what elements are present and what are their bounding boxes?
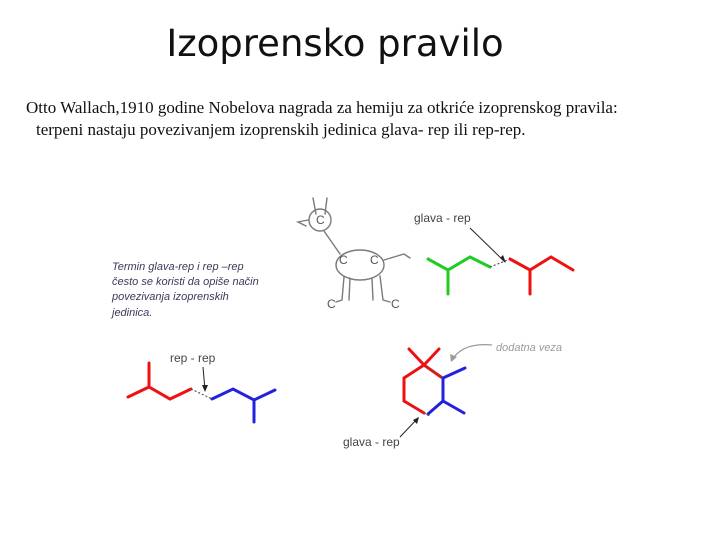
dog-leg-4 <box>380 276 390 302</box>
label-tail-tail: rep - rep <box>170 351 216 365</box>
molecule-blue-bottom-left <box>212 389 275 422</box>
term-note <box>110 261 259 319</box>
term-note-line-2: često se koristi da opiše način <box>112 276 259 288</box>
bond-dotted-top <box>490 259 510 267</box>
dog-leg-2 <box>349 278 350 300</box>
dog-leg-1 <box>336 277 344 302</box>
dog-c-head: C <box>316 213 325 227</box>
dog-neck <box>324 231 340 254</box>
dog-tail <box>384 254 410 260</box>
intro-line-1: Otto Wallach,1910 godine Nobelova nagrada za hemiju za otkriće izoprenskog pravila: <box>26 98 618 117</box>
dog-c-leg-1: C <box>327 297 336 311</box>
term-note-line-3: povezivanja izoprenskih <box>112 291 229 303</box>
arrow-head-tail-top <box>470 228 505 262</box>
isoprene-dog-sketch <box>298 198 410 302</box>
arrowhead-head-tail-top <box>500 255 506 263</box>
arrowhead-tail-tail <box>202 385 208 392</box>
term-note-line-4: jedinica. <box>112 307 153 319</box>
page-title: Izoprensko pravilo <box>166 22 504 65</box>
label-head-tail-top: glava - rep <box>414 211 471 225</box>
label-head-tail-bottom: glava - rep <box>343 435 400 449</box>
dog-leg-3 <box>372 278 373 300</box>
term-note-line-1: Termin glava-rep i rep –rep <box>112 261 244 273</box>
molecule-red-bottom <box>128 363 191 399</box>
molecule-green <box>428 257 490 294</box>
intro-line-2: terpeni nastaju povezivanjem izoprenskih jedinica glava- rep ili rep-rep. <box>36 120 526 139</box>
bond-dotted-bottom-left <box>191 389 212 399</box>
dog-snout <box>298 220 308 226</box>
arrow-extra-bond <box>452 345 492 360</box>
molecule-red-top <box>510 257 573 294</box>
molecule-ring <box>404 349 465 414</box>
label-extra-bond: dodatna veza <box>496 342 563 354</box>
dog-c-body-2: C <box>370 253 379 267</box>
dog-c-leg-2: C <box>391 297 400 311</box>
dog-c-body-1: C <box>339 253 348 267</box>
